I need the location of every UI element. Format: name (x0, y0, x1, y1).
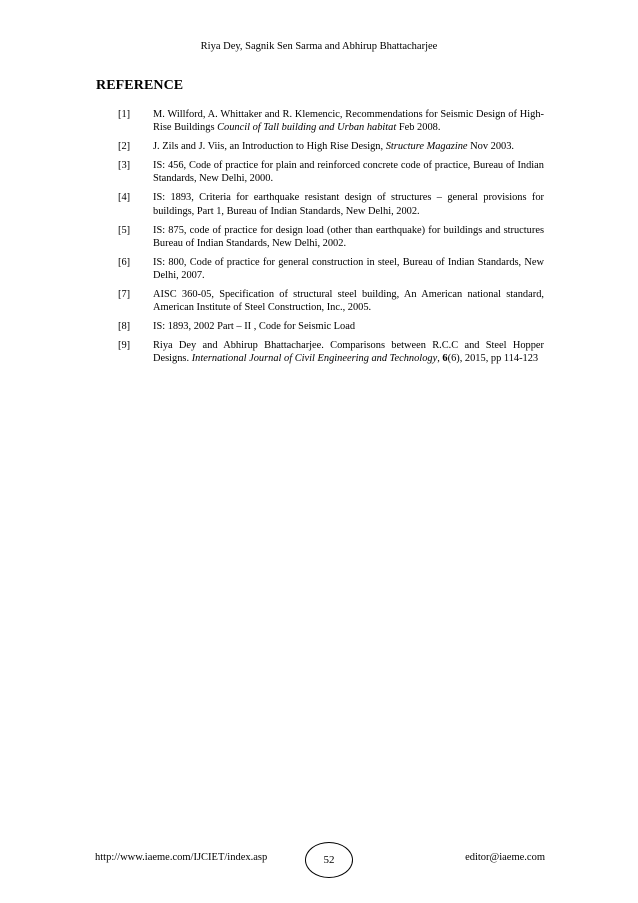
reference-list (96, 108, 544, 371)
running-header: Riya Dey, Sagnik Sen Sarma and Abhirup Bhattacharjee (200, 41, 438, 52)
reference-number: [9] (118, 340, 131, 352)
reference-text: IS: 800, Code of practice for general construction in steel, Bureau of Indian Standards, New Delhi, 2007. (153, 256, 544, 282)
reference-text: J. Zils and J. Viis, an Introduction to High Rise Design, Structure Magazine Nov 2003. (153, 141, 515, 153)
reference-text: IS: 1893, Criteria for earthquake resistant design of structures – general provisions for buildings, Part 1, Bureau of Indian Standards, New Delhi, 2002. (153, 192, 544, 217)
reference-item (96, 159, 544, 185)
reference-text: IS: 456, Code of practice for plain and reinforced concrete code of practice, Bureau of Indian Standards, New Delhi, 2000. (153, 160, 544, 185)
reference-item (96, 256, 544, 282)
reference-number: [4] (118, 192, 131, 204)
reference-text: IS: 1893, 2002 Part – II , Code for Seismic Load (153, 321, 356, 333)
page-footer (95, 842, 545, 878)
reference-item (96, 339, 544, 365)
reference-text: Riya Dey and Abhirup Bhattacharjee. Comparisons between R.C.C and Steel Hopper Designs. International Journal of Civil Engineering and Technology, 6(6), 2015, pp 114-123 (153, 340, 544, 365)
reference-number: [2] (118, 141, 131, 153)
reference-item (96, 191, 544, 217)
reference-text: AISC 360-05, Specification of structural steel building, An American national standard, American Institute of Steel Construction, Inc., 2005. (153, 289, 544, 314)
section-title: REFERENCE (96, 78, 184, 93)
journal-url-link[interactable]: http://www.iaeme.com/IJCIET/index.asp (95, 852, 268, 863)
reference-item (96, 288, 544, 314)
reference-number: [3] (118, 160, 131, 172)
reference-text: M. Willford, A. Whittaker and R. Klemencic, Recommendations for Seismic Design of High-Rise Buildings Council of Tall building and Urban habitat Feb 2008. (153, 109, 544, 134)
reference-text: IS: 875, code of practice for design load (other than earthquake) for buildings and structures Bureau of Indian Standards, New Delhi, 2002. (153, 224, 544, 249)
editor-email-link[interactable]: editor@iaeme.com (465, 852, 545, 863)
reference-number: [6] (118, 256, 131, 268)
reference-number: [5] (118, 224, 131, 236)
reference-item (96, 108, 544, 134)
reference-number: [7] (118, 289, 131, 301)
reference-item (96, 224, 544, 250)
reference-number: [8] (118, 321, 131, 333)
reference-item (96, 140, 544, 153)
page-number: 52 (305, 842, 353, 878)
reference-item (96, 320, 544, 333)
reference-number: [1] (118, 109, 131, 120)
